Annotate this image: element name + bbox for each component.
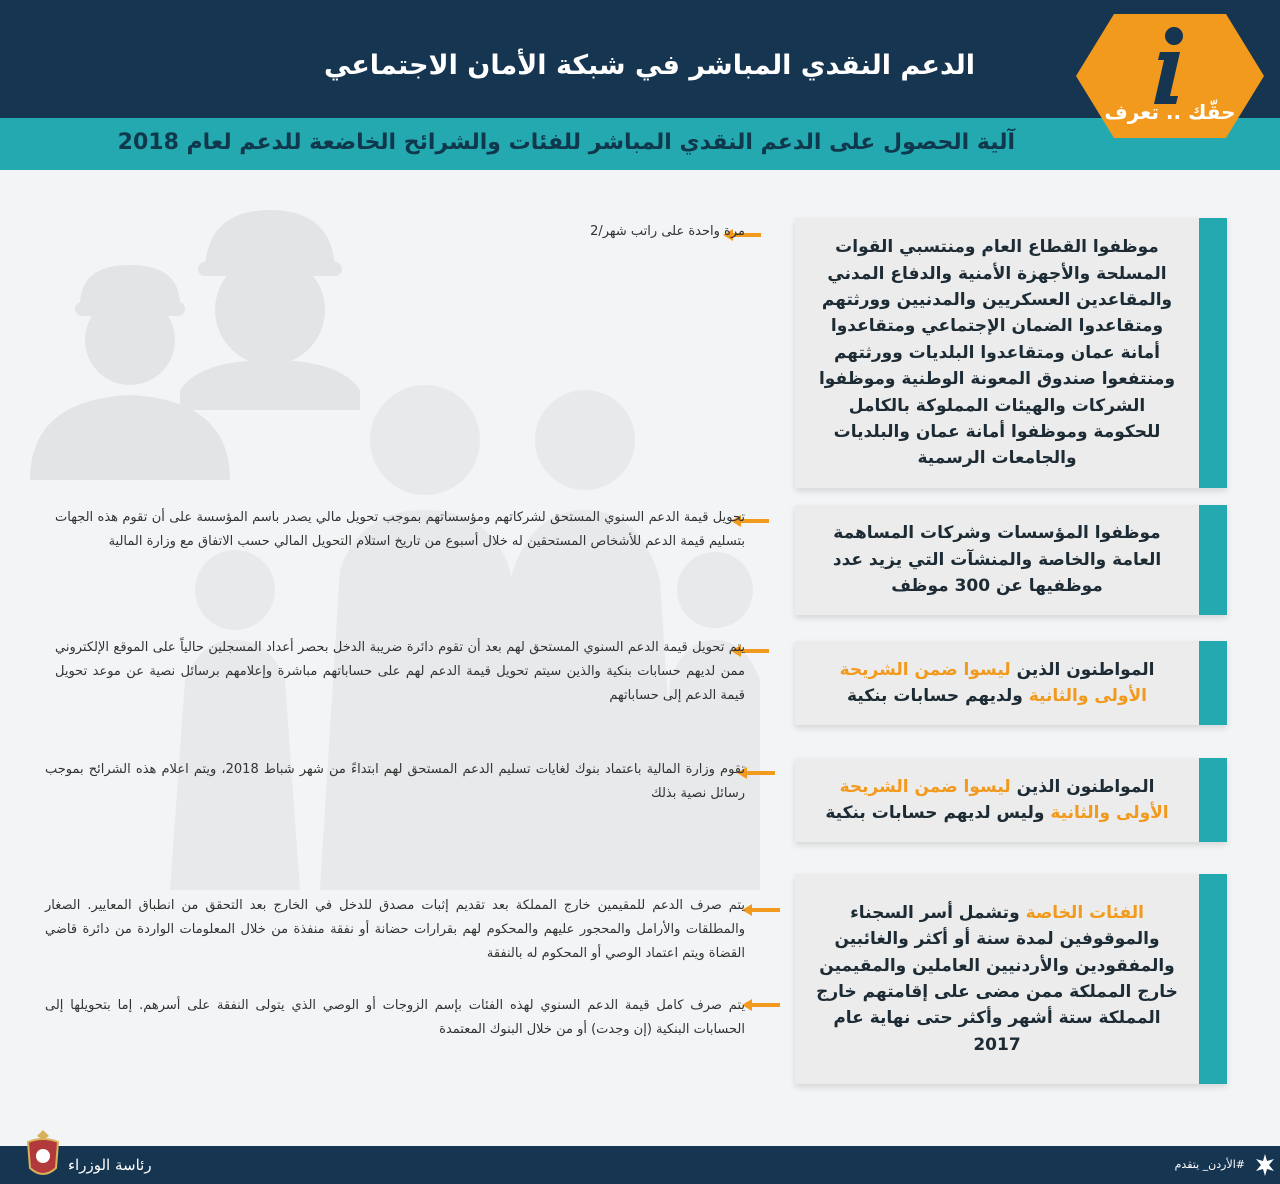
arrow-left-icon — [741, 903, 781, 917]
badge-label: حقّك .. تعرف — [1104, 100, 1236, 124]
category-text: موظفوا المؤسسات وشركات المساهمة العامة والخاصة والمنشآت التي يزيد عدد موظفيها عن 300 موظف — [832, 523, 1162, 597]
procedure-note-1: مرة واحدة على راتب شهر/2 — [590, 224, 745, 239]
procedure-note-4: تقوم وزارة المالية باعتماد بنوك لغايات تسليم الدعم المستحق لهم ابتداءً من شهر شباط 2018، ويتم اعلام هذه الشرائح بموجب رسائل نصية بذلك — [45, 762, 745, 802]
category-text-pre: المواطنون الذين — [1016, 659, 1155, 680]
procedure-note-2: تحويل قيمة الدعم السنوي المستحق لشركاتهم ومؤسساتهم بموجب تحويل مالي يصدر باسم المؤسسة على أن تقوم هذه الجهات بتسليم قيمة الدعم للأشخاص المستحقين له خلال أسبوع من تاريخ استلام التحويل المالي حسب الاتفاق مع وزارة المالية — [55, 510, 745, 550]
category-card-4 — [795, 758, 1227, 842]
procedure-note-5: يتم صرف الدعم للمقيمين خارج المملكة بعد تقديم إثبات مصدق للدخل في الخارج بعد التحقق من انطباق المعايير. الصغار والمطلقات والأرامل والمحجور عليهم والمحكوم لهم بقرارات حضانة أو نفقة منفذة من خلال المعلومات الواردة من دائرة قاضي القضاة ويتم اعتماد الوصي أو المحكوم له بالنفقة — [45, 898, 745, 962]
category-text-post: وليس لديهم حسابات بنكية — [825, 803, 1045, 823]
crest-icon — [22, 1128, 64, 1182]
category-highlight: ليسوا ضمن الشريحة الأولى والثانية — [839, 776, 1169, 823]
page-title: الدعم النقدي المباشر في شبكة الأمان الاجتماعي — [324, 50, 975, 81]
footer-bar — [0, 1146, 1280, 1184]
category-text — [815, 774, 1179, 827]
procedure-note-6: يتم صرف كامل قيمة الدعم السنوي لهذه الفئات بإسم الزوجات أو الوصي الذي يتولى النفقة على أسرهم. إما بتحويلها إلى الحسابات البنكية (إن وجدت) أو من خلال البنوك المعتمدة — [45, 998, 745, 1038]
star-icon — [1254, 1154, 1276, 1176]
category-card-5 — [795, 874, 1227, 1084]
category-highlight: الفئات الخاصة — [1025, 902, 1144, 923]
footer-hashtag: #الأردن_ يتقدم — [1174, 1158, 1245, 1171]
category-text — [815, 657, 1179, 710]
worker-silhouette-icon — [180, 210, 360, 410]
category-text — [815, 900, 1179, 1058]
category-card-1 — [795, 218, 1227, 488]
page-subtitle: آلية الحصول على الدعم النقدي المباشر للفئات والشرائح الخاضعة للدعم لعام 2018 — [117, 130, 1015, 155]
ministry-logo-text: رئاسة الوزراء — [68, 1156, 152, 1174]
category-text-post: وتشمل أسر السجناء والموقوفين لمدة سنة أو أكثر والغائبين والمفقودين والأردنيين العاملين والمقيمين خارج المملكة ممن مضى على إقامتهم خارج المملكة ستة أشهر وأكثر حتى نهاية عام 2017 — [816, 902, 1178, 1055]
category-highlight: ليسوا ضمن الشريحة الأولى والثانية — [839, 659, 1147, 706]
soldier-silhouette-icon — [30, 265, 230, 480]
category-card-3 — [795, 641, 1227, 725]
procedure-note-3: يتم تحويل قيمة الدعم السنوي المستحق لهم بعد أن تقوم دائرة ضريبة الدخل بحصر أعداد المسجلين حالياً على الموقع الإلكتروني ممن لديهم حسابات بنكية والذين سيتم تحويل قيمة الدعم لهم على حساباتهم مباشرة وإعلامهم برسائل نصية عن موعد تحويل قيمة الدعم إلى حساباتهم — [55, 640, 745, 704]
category-text-pre: المواطنون الذين — [1016, 776, 1155, 797]
category-card-2 — [795, 505, 1227, 615]
category-text-post: ولديهم حسابات بنكية — [846, 686, 1023, 706]
category-text: موظفوا القطاع العام ومنتسبي القوات المسلحة والأجهزة الأمنية والدفاع المدني والمقاعدين العسكريين والمدنيين وورثتهم ومتقاعدوا الضمان الإجتماعي ومتقاعدوا أمانة عمان ومتقاعدوا البلديات وورثتهم ومنتفعوا صندوق المعونة الوطنية وموظفوا الشركات والهيئات المملوكة بالكامل للحكومة وموظفوا أمانة عمان والبلديات والجامعات الرسمية — [818, 237, 1176, 469]
arrow-left-icon — [741, 998, 781, 1012]
